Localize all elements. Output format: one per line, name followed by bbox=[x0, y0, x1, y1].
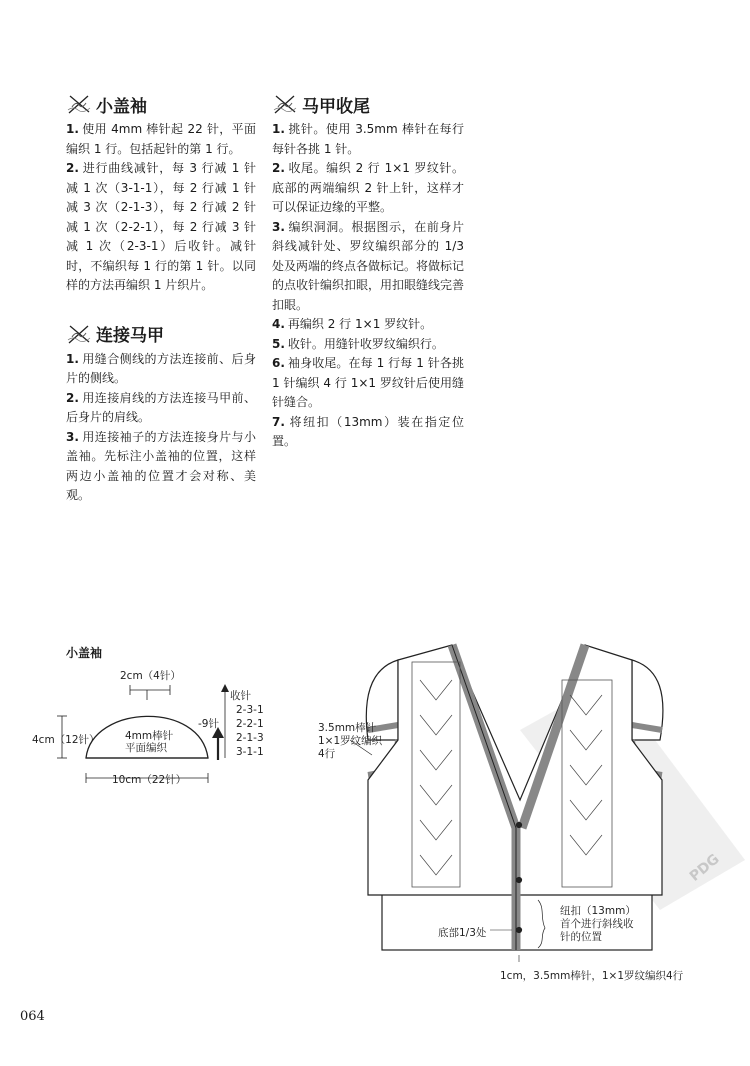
armhole-note-line1: 3.5mm棒针 bbox=[318, 722, 377, 734]
band-note: 1cm，3.5mm棒针，1×1罗纹编织4行 bbox=[500, 970, 684, 982]
step: 7. 将纽扣（13mm）装在指定位置。 bbox=[272, 414, 464, 448]
section-title-small-sleeve: 小盖袖 bbox=[66, 90, 256, 118]
step: 2. 用连接肩线的方法连接马甲前、后身片的肩线。 bbox=[66, 390, 256, 424]
button-note-line1: 纽扣（13mm） bbox=[560, 905, 636, 917]
armhole-note-line2: 1×1罗纹编织 bbox=[318, 735, 383, 747]
step: 3. 用连接袖子的方法连接身片与小盖袖。先标注小盖袖的位置，这样两边小盖袖的位置才会对称、美观。 bbox=[66, 429, 256, 502]
step: 4. 再编织 2 行 1×1 罗纹针。 bbox=[272, 317, 433, 331]
watermark-text: PDG bbox=[686, 851, 723, 885]
sleeve-top-width: 2cm（4针） bbox=[120, 670, 181, 682]
step: 1. 用缝合侧线的方法连接前、后身片的侧线。 bbox=[66, 351, 256, 385]
button-note-line2: 首个进行斜线收 bbox=[560, 918, 634, 930]
step: 2. 进行曲线减针，每 3 行减 1 针减 1 次（3-1-1），每 2 行减 1 针减 3 次（2-1-3），每 2 行减 2 针减 1 次（2-2-1），每 2 行减 3 针减 1 次（2-3-1）后收针。减针时，不编织每 1 行的第 1 针。以同样的方法再编织 1 片织片。 bbox=[66, 161, 256, 292]
step: 3. 编织洞洞。根据图示，在前身片斜线减针处、罗纹编织部分的 1/3 处及两端的终点各做标记。将做标记的点收针编织扣眼，用扣眼缝线完善扣眼。 bbox=[272, 219, 465, 312]
section-title-join-vest: 连接马甲 bbox=[66, 320, 256, 348]
sleeve-bottom-width: 10cm（22针） bbox=[112, 774, 187, 786]
step: 5. 收针。用缝针收罗纹编织行。 bbox=[272, 336, 444, 351]
sleeve-center-line2: 平面编织 bbox=[125, 742, 167, 754]
decrease-rows: -9针 bbox=[198, 718, 219, 730]
step: 6. 袖身收尾。在每 1 行每 1 针各挑 1 针编织 4 行 1×1 罗纹针后使用缝针缝合。 bbox=[272, 356, 464, 409]
button-note-line3: 针的位置 bbox=[560, 931, 602, 943]
sleeve-center-line1: 4mm棒针 bbox=[125, 730, 174, 742]
decrease-header: 收针 bbox=[230, 690, 251, 702]
decrease-row: 2-2-1 bbox=[236, 718, 264, 730]
sleeve-height: 4cm（12针） bbox=[32, 734, 100, 746]
decrease-row: 3-1-1 bbox=[236, 746, 264, 758]
decrease-row: 2-3-1 bbox=[236, 704, 264, 716]
bottom-third-note: 底部1/3处 bbox=[438, 927, 487, 939]
section-title-vest-finish: 马甲收尾 bbox=[272, 90, 464, 118]
step: 2. 收尾。编织 2 行 1×1 罗纹针。底部的两端编织 2 针上针，这样才可以保证边缘的平整。 bbox=[272, 161, 464, 214]
page-number: 064 bbox=[20, 1009, 45, 1024]
sleeve-diagram-title: 小盖袖 bbox=[66, 646, 103, 660]
armhole-note-line3: 4行 bbox=[318, 748, 336, 760]
step: 1. 使用 4mm 棒针起 22 针，平面编织 1 行。包括起针的第 1 行。 bbox=[66, 122, 256, 156]
step: 1. 挑针。使用 3.5mm 棒针在每行每针各挑 1 针。 bbox=[272, 122, 464, 156]
decrease-row: 2-1-3 bbox=[236, 732, 264, 744]
